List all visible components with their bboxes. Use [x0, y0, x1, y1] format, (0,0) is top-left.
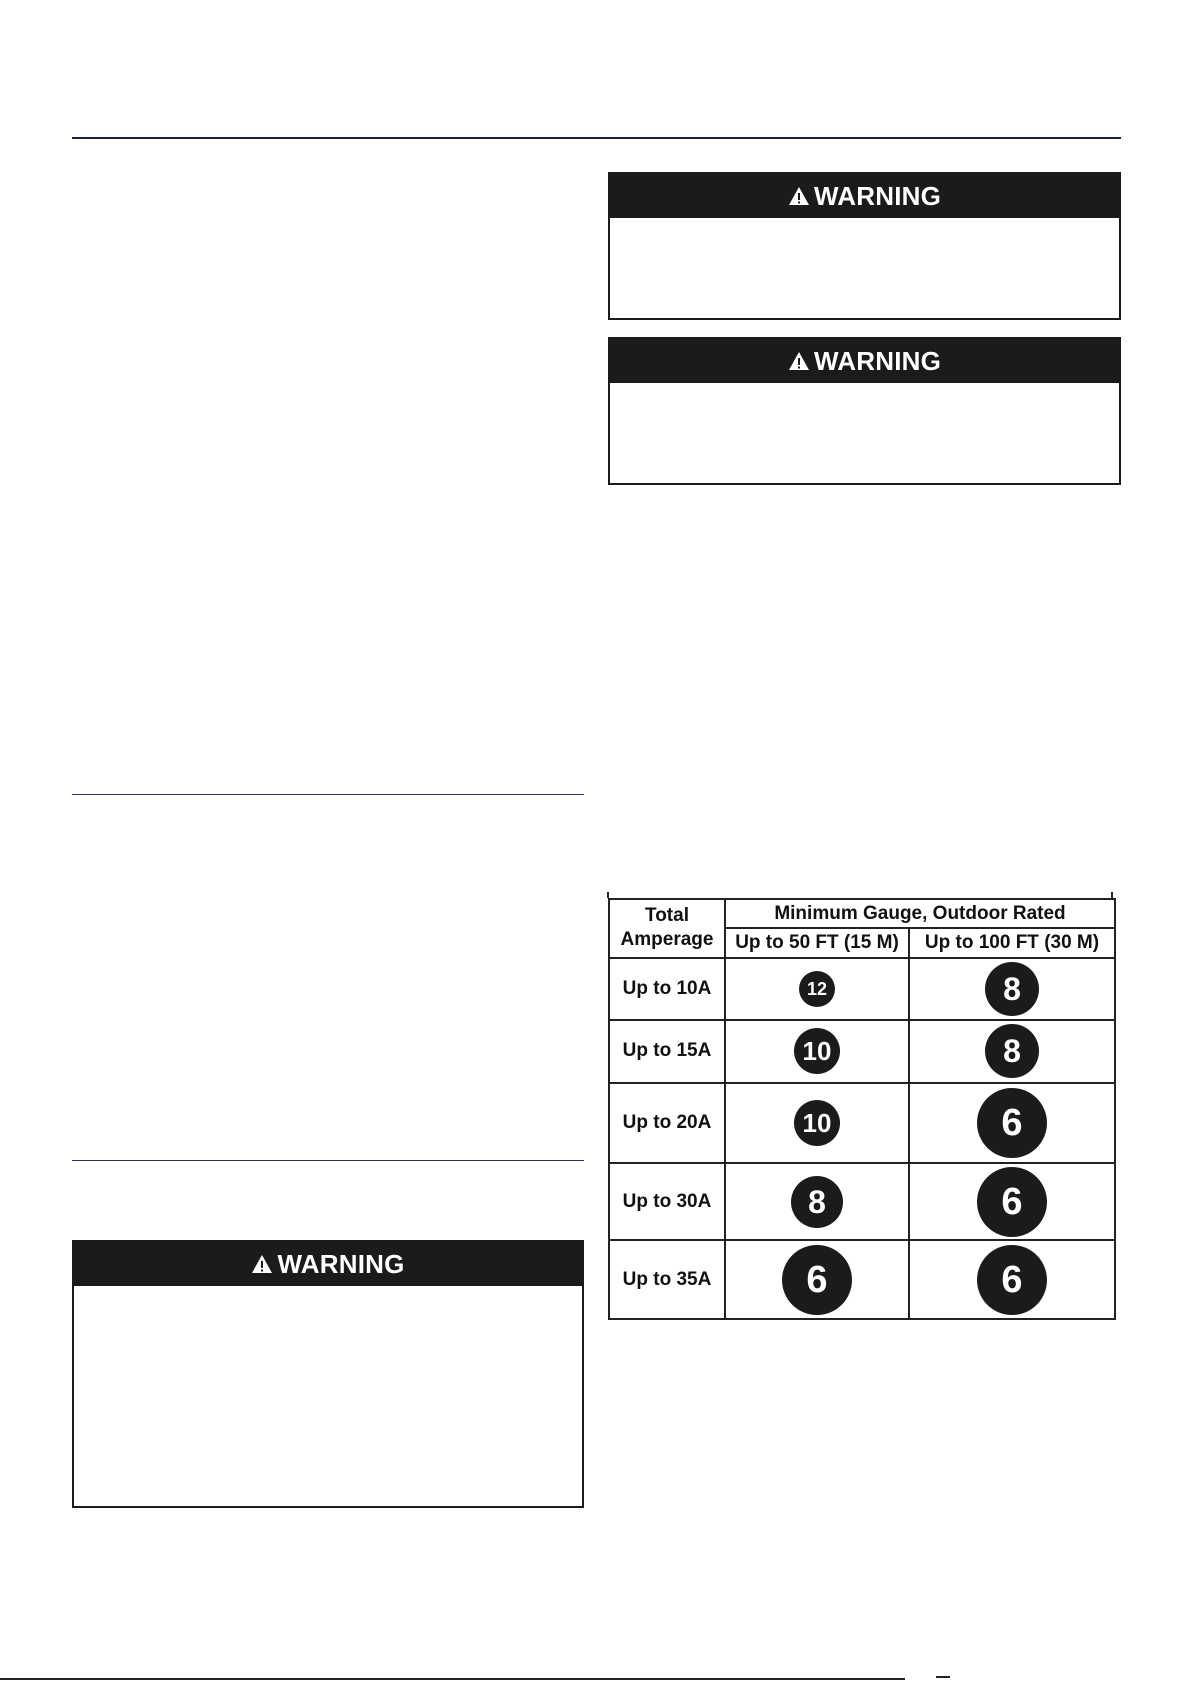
warning-box	[608, 337, 1121, 485]
gauge-badge: 6	[977, 1245, 1047, 1315]
amperage-cell: Up to 35A	[609, 1240, 725, 1319]
warning-label: WARNING	[277, 1248, 405, 1279]
top-divider	[72, 137, 1121, 139]
amperage-cell: Up to 20A	[609, 1083, 725, 1164]
gauge-badge: 10	[794, 1028, 840, 1074]
gauge-50ft-cell	[725, 1020, 909, 1083]
warning-header	[610, 174, 1119, 218]
gauge-badge: 8	[985, 1024, 1039, 1078]
gauge-table	[608, 898, 1116, 1320]
table-corner-tick	[1111, 892, 1113, 898]
table-row	[609, 1083, 1115, 1164]
gauge-badge: 8	[791, 1176, 843, 1228]
amperage-cell: Up to 10A	[609, 958, 725, 1021]
warning-label: WARNING	[813, 345, 942, 376]
table-header-row	[609, 899, 1115, 928]
gauge-badge: 6	[977, 1088, 1047, 1158]
header-total-amperage: Total Amperage	[609, 899, 725, 958]
extension-cord-gauge-table	[608, 898, 1114, 1320]
warning-triangle-icon	[788, 186, 810, 206]
amperage-cell: Up to 30A	[609, 1163, 725, 1240]
gauge-100ft-cell	[909, 1240, 1115, 1319]
gauge-100ft-cell	[909, 1083, 1115, 1164]
table-row	[609, 1163, 1115, 1240]
gauge-100ft-cell	[909, 1020, 1115, 1083]
gauge-badge: 10	[794, 1100, 840, 1146]
warning-header	[610, 339, 1119, 383]
gauge-50ft-cell	[725, 958, 909, 1021]
warning-label: WARNING	[813, 180, 942, 211]
gauge-50ft-cell	[725, 1083, 909, 1164]
footer-divider	[0, 1678, 905, 1680]
amperage-cell: Up to 15A	[609, 1020, 725, 1083]
warning-triangle-icon	[251, 1254, 273, 1274]
header-50ft: Up to 50 FT (15 M)	[725, 928, 909, 957]
table-row	[609, 958, 1115, 1021]
gauge-badge: 12	[799, 971, 835, 1007]
gauge-badge: 6	[782, 1245, 852, 1315]
warning-box	[608, 172, 1121, 320]
gauge-100ft-cell	[909, 1163, 1115, 1240]
table-row	[609, 1240, 1115, 1319]
gauge-50ft-cell	[725, 1163, 909, 1240]
gauge-100ft-cell	[909, 958, 1115, 1021]
section-divider	[72, 794, 584, 795]
warning-header	[74, 1242, 582, 1286]
gauge-badge: 8	[985, 962, 1039, 1016]
footer-mark	[936, 1676, 950, 1678]
table-row	[609, 1020, 1115, 1083]
table-corner-tick	[607, 892, 609, 898]
section-divider	[72, 1160, 584, 1161]
header-100ft: Up to 100 FT (30 M)	[909, 928, 1115, 957]
warning-triangle-icon	[788, 351, 810, 371]
warning-box	[72, 1240, 584, 1508]
gauge-50ft-cell	[725, 1240, 909, 1319]
gauge-badge: 6	[977, 1167, 1047, 1237]
header-minimum-gauge: Minimum Gauge, Outdoor Rated	[725, 899, 1115, 928]
